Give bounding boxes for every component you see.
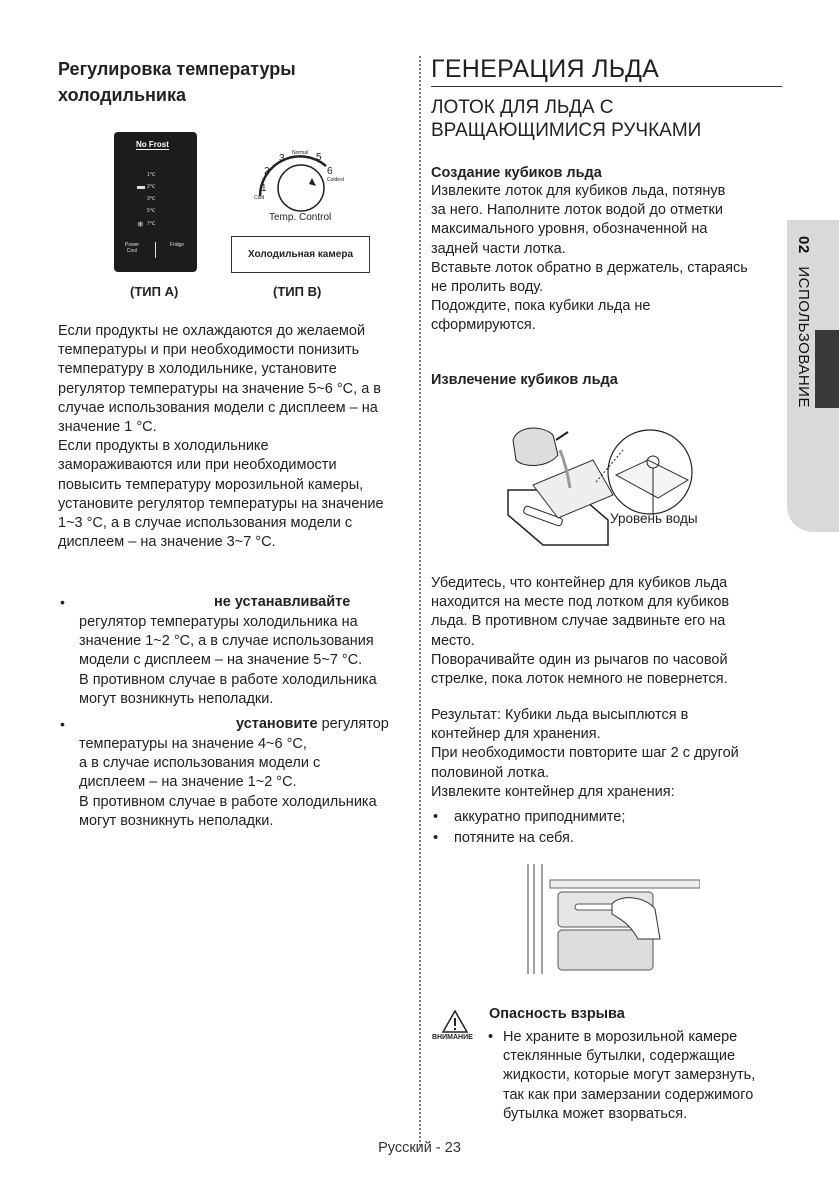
dial-label: 6 (327, 166, 333, 177)
page-number: Русский - 23 (378, 1140, 461, 1156)
making-ice-text: Извлеките лоток для кубиков льда, потянув за него. Наполните лоток водой до отметки максимального уровня, обозначенной на задней части лотка. Вставьте лоток обратно в держатель, стараясь не пролить воду. Подождите, пока кубики льда не сформируются. (431, 183, 748, 334)
control-panel-type-a (114, 132, 197, 272)
chapter-tab-marker (815, 330, 839, 408)
dial-knob (278, 165, 324, 211)
tick-label: 7℃ (147, 221, 156, 227)
bullet-emphasis: не устанавливайте (214, 594, 351, 610)
caption-type-b: (ТИП B) (273, 284, 322, 299)
bullet-dot: • (60, 716, 65, 732)
warning-text: Не храните в морозильной камере стеклянные бутылки, содержащие жидкости, которые могут замерзнуть, так как при замерзании содержимого бутылка может взорваться. (503, 1029, 756, 1122)
warning-heading: Опасность взрыва (489, 1006, 625, 1022)
subheading-removing-ice: Извлечение кубиков льда (431, 372, 618, 388)
column-divider (419, 56, 421, 1146)
jug (513, 428, 558, 465)
section-title-ice-tray: ЛОТОК ДЛЯ ЛЬДА С ВРАЩАЮЩИМИСЯ РУЧКАМИ (431, 97, 702, 141)
caption-type-a: (ТИП A) (130, 284, 179, 299)
bullet-2-text: температуры на значение 4~6 °C, а в случае использования модели с дисплеем – на значение 1~2 °C. В противном случае в работе холодильника могут возникнуть неполадки. (79, 736, 377, 829)
result-text: Результат: Кубики льда высыплются в контейнер для хранения. При необходимости повторите шаг 2 с другой половиной лотка. Извлеките контейнер для хранения: (431, 707, 739, 800)
dial-label: 3 (279, 153, 285, 164)
bullet-dot: • (433, 830, 439, 846)
tick-label: 2℃ (147, 184, 156, 190)
power-cool-button: Power Cool (124, 242, 140, 254)
water-level-label: Уровень воды (610, 511, 698, 526)
dial-label-normal: Normal (292, 150, 309, 156)
bullet-1-text: регулятор температуры холодильника на значение 1~2 °C, а в случае использования модели с дисплеем – на значение 5~7 °C. В противном случае в работе холодильника могут возникнуть неполадки. (79, 614, 377, 707)
dial-label-cold: Cold (254, 195, 265, 201)
container-illustration (520, 864, 700, 979)
subheading-making-ice: Создание кубиков льда (431, 165, 602, 181)
bullet-2-head: установите регулятор (236, 716, 389, 732)
fridge-chamber-label: Холодильная камера (231, 236, 370, 273)
shelf (550, 880, 700, 888)
dial-label: 1 (261, 183, 267, 194)
bullet-dot: • (433, 809, 439, 825)
chapter-tab-label: 02 ИСПОЛЬЗОВАНИЕ (795, 236, 812, 408)
no-frost-logo: No Frost (136, 140, 169, 149)
warning-icon (442, 1010, 468, 1033)
tick-label: 5℃ (147, 208, 156, 214)
tick-label: 1℃ (147, 172, 156, 178)
bullet-dot: • (488, 1029, 494, 1045)
warning-label: ВНИМАНИЕ (432, 1034, 473, 1041)
ice-tray-illustration (498, 420, 718, 550)
tick-label: 3℃ (147, 196, 156, 202)
section-title-temperature: Регулировка температуры холодильника (58, 59, 296, 105)
page-title: ГЕНЕРАЦИЯ ЛЬДА (431, 55, 660, 83)
dial-label: 2 (264, 166, 270, 177)
temperature-instructions: Если продукты не охлаждаются до желаемой температуры и при необходимости понизить температуру в холодильнике, установите регулятор температуры на значение 5~6 °C, а в случае использования модели с дисплеем – на значение 1 °C. Если продукты в холодильнике замораживаются или при необходимости повысить температуру морозильной камеры, установите регулятор температуры на значение 1~3 °C, а в случае использования модели с дисплеем – на значение 3~7 °C. (58, 323, 384, 551)
fridge-button: Fridge (169, 242, 185, 248)
removing-ice-text: Убедитесь, что контейнер для кубиков льда находится на месте под лотком для кубиков льда. В противном случае задвиньте его на место. Поворачивайте один из рычагов по часовой стрелке, пока лоток немного не повернется. (431, 575, 730, 688)
dial-label: 5 (316, 152, 322, 163)
panel-divider (155, 242, 156, 258)
dial-label-coldest: Coldest (327, 177, 344, 183)
list-item: аккуратно приподнимите; (454, 809, 626, 825)
list-item: потяните на себя. (454, 830, 574, 846)
dial-caption: Temp. Control (269, 212, 332, 223)
title-rule (431, 86, 782, 87)
indicator-bar (137, 186, 145, 189)
bullet-dot: • (60, 594, 65, 610)
snowflake-icon: ❄ (137, 220, 144, 229)
